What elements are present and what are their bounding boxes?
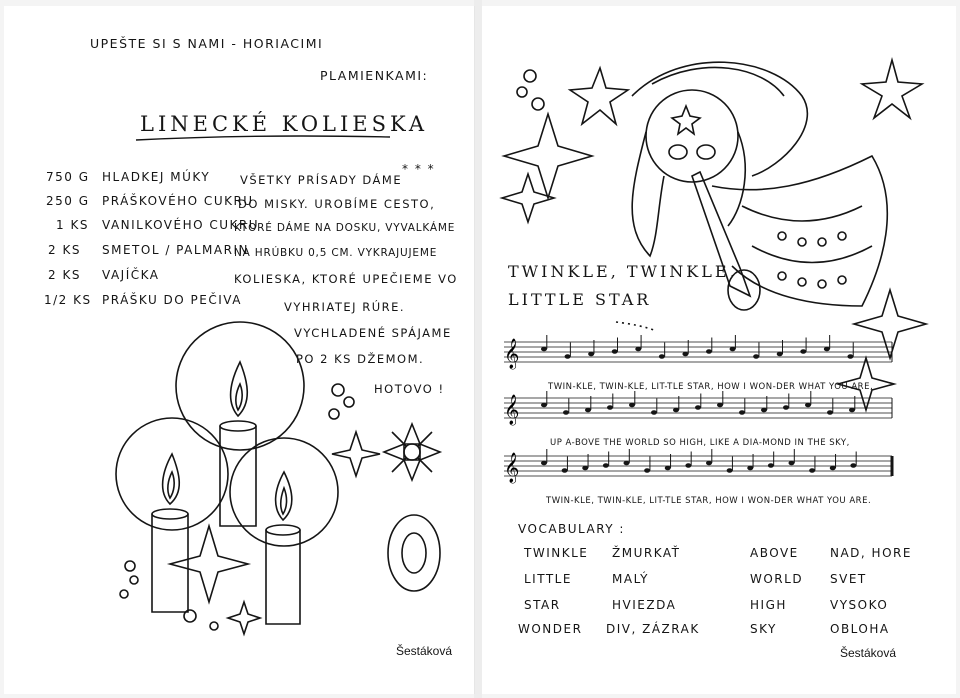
- song-title-line-2: LITTLE STAR: [508, 290, 652, 309]
- heading-line-1: UPEŠTE SI S NAMI - HORIACIMI: [90, 36, 324, 51]
- song-title-line-1: TWINKLE, TWINKLE,: [508, 262, 738, 281]
- decorative-stars-text: * * *: [402, 162, 436, 176]
- music-note: [565, 354, 571, 359]
- vocab-sk: NAD, HORE: [830, 546, 912, 560]
- music-note: [809, 468, 815, 473]
- vocab-en: SKY: [750, 622, 777, 636]
- treble-clef-icon: 𝄞: [504, 395, 520, 425]
- ingredient-item: PRÁŠKOVÉHO CUKRU: [102, 194, 254, 208]
- ingredient-qty: 750 G: [46, 170, 90, 184]
- lyrics-line: TWIN-KLE, TWIN-KLE, LIT-TLE STAR, HOW I WON-DER WHAT YOU ARE,: [548, 382, 874, 392]
- music-note: [695, 405, 701, 410]
- page-gutter: [474, 0, 482, 698]
- music-note: [783, 405, 789, 410]
- sheet-music: [482, 6, 956, 694]
- vocab-sk: SVET: [830, 572, 867, 586]
- music-note: [665, 466, 671, 471]
- music-note: [747, 466, 753, 471]
- vocab-en: STAR: [524, 598, 561, 612]
- music-note: [682, 352, 688, 357]
- instruction-line: NA HRÚBKU 0,5 CM. VYKRAJUJEME: [234, 247, 438, 259]
- instruction-line: VŠETKY PRÍSADY DÁME: [240, 173, 403, 187]
- instruction-line: KOLIESKA, KTORÉ UPEČIEME VO: [234, 272, 458, 286]
- instruction-line: VYCHLADENÉ SPÁJAME: [294, 326, 452, 340]
- music-note: [685, 463, 691, 468]
- ingredient-item: PRÁŠKU DO PEČIVA: [102, 293, 242, 307]
- music-note: [582, 466, 588, 471]
- ingredient-item: HLADKEJ MÚKY: [102, 170, 211, 184]
- music-note: [727, 468, 733, 473]
- ingredient-qty: 250 G: [46, 194, 90, 208]
- heading-line-2: PLAMIENKAMI:: [320, 68, 429, 83]
- vocab-en: WONDER: [518, 622, 583, 636]
- ingredient-qty: 2 KS: [48, 243, 81, 257]
- music-note: [588, 352, 594, 357]
- music-note: [673, 408, 679, 413]
- music-note: [541, 403, 547, 408]
- candles-illustration: [4, 6, 474, 694]
- ingredient-item: VANILKOVÉHO CUKRU: [102, 218, 260, 232]
- vocab-sk: MALÝ: [612, 572, 649, 586]
- vocab-sk: VYSOKO: [830, 598, 889, 612]
- vocab-en: TWINKLE: [524, 546, 589, 560]
- signature-right: Šestáková: [840, 646, 897, 660]
- music-note: [541, 461, 547, 466]
- music-note: [706, 349, 712, 354]
- music-note: [805, 403, 811, 408]
- vocab-sk: OBLOHA: [830, 622, 890, 636]
- music-note: [789, 461, 795, 466]
- vocab-en: LITTLE: [524, 572, 572, 586]
- lyrics-line: UP A-BOVE THE WORLD SO HIGH, LIKE A DIA-MOND IN THE SKY,: [550, 438, 850, 448]
- ingredient-item: SMETOL / PALMARIN: [102, 243, 249, 257]
- music-note: [768, 463, 774, 468]
- music-note: [717, 403, 723, 408]
- music-note: [847, 354, 853, 359]
- music-note: [563, 410, 569, 415]
- music-note: [706, 461, 712, 466]
- music-note: [777, 352, 783, 357]
- music-note: [849, 408, 855, 413]
- ingredient-qty: 2 KS: [48, 268, 81, 282]
- instruction-line: HOTOVO !: [374, 382, 445, 396]
- instruction-line: DO MISKY. UROBÍME CESTO,: [238, 197, 436, 211]
- vocab-en: HIGH: [750, 598, 787, 612]
- music-note: [612, 349, 618, 354]
- vocab-sk: DIV, ZÁZRAK: [606, 622, 700, 636]
- music-note: [585, 408, 591, 413]
- instruction-line: VYHRIATEJ RÚRE.: [284, 300, 406, 314]
- music-note: [629, 403, 635, 408]
- lyrics-line: TWIN-KLE, TWIN-KLE, LIT-TLE STAR, HOW I WON-DER WHAT YOU ARE.: [546, 496, 872, 506]
- music-note: [603, 463, 609, 468]
- music-note: [761, 408, 767, 413]
- vocab-en: ABOVE: [750, 546, 799, 560]
- vocabulary-label: VOCABULARY :: [518, 522, 625, 536]
- music-note: [562, 468, 568, 473]
- recipe-title: LINECKÉ KOLIESKA: [140, 112, 429, 136]
- music-note: [730, 347, 736, 352]
- music-note: [651, 410, 657, 415]
- music-note: [635, 347, 641, 352]
- instruction-line: PO 2 KS DŽEMOM.: [296, 352, 425, 366]
- music-staff: [504, 335, 892, 370]
- music-note: [827, 410, 833, 415]
- music-staff: [504, 449, 892, 484]
- music-note: [850, 463, 856, 468]
- music-note: [644, 468, 650, 473]
- ingredient-qty: 1/2 KS: [44, 293, 92, 307]
- vocab-sk: ŽMURKAŤ: [612, 546, 681, 560]
- vocab-sk: HVIEZDA: [612, 598, 677, 612]
- music-staff: [504, 391, 892, 426]
- ingredient-item: VAJÍČKA: [102, 268, 160, 282]
- music-note: [824, 347, 830, 352]
- music-note: [659, 354, 665, 359]
- left-page: [4, 6, 475, 694]
- music-note: [830, 466, 836, 471]
- treble-clef-icon: 𝄞: [504, 453, 520, 483]
- treble-clef-icon: 𝄞: [504, 339, 520, 369]
- music-note: [541, 347, 547, 352]
- music-note: [753, 354, 759, 359]
- music-note: [607, 405, 613, 410]
- signature-left: Šestáková: [396, 644, 453, 658]
- vocab-en: WORLD: [750, 572, 804, 586]
- music-note: [624, 461, 630, 466]
- music-note: [739, 410, 745, 415]
- ingredient-qty: 1 KS: [56, 218, 89, 232]
- instruction-line: KTORÉ DÁME NA DOSKU, VYVALKÁME: [234, 222, 456, 234]
- right-page: [482, 6, 956, 694]
- music-note: [800, 349, 806, 354]
